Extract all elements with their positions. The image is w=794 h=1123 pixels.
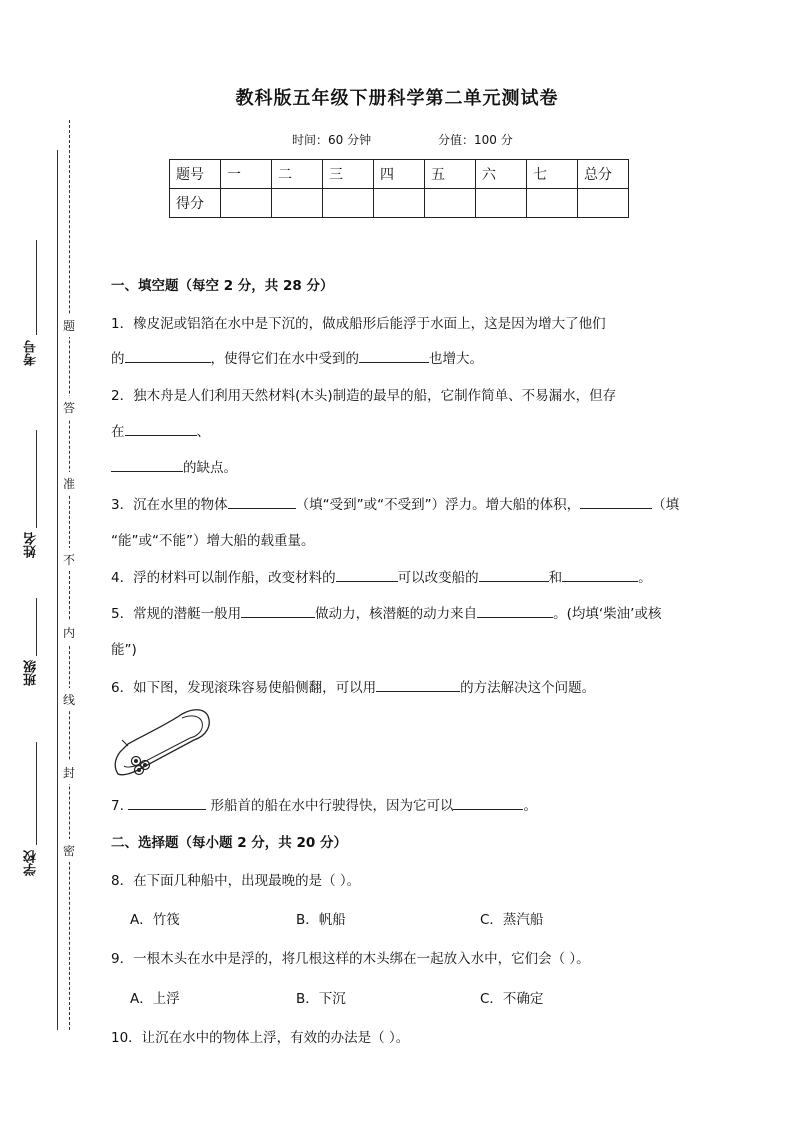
question-9-option-c[interactable]: C．不确定 — [480, 991, 544, 1007]
section2-heading: 二、选择题（每小题 2 分，共 20 分） — [111, 835, 347, 851]
score-cell[interactable] — [323, 189, 374, 218]
question-9: 9．一根木头在水中是浮的，将几根这样的木头绑在一起放入水中，它们会（ ）。 — [111, 951, 590, 967]
question-3-line1: 3．沉在水里的物体 （填“受到”或“不受到”）浮力。增大船的体积， （填 — [111, 493, 679, 513]
seal-char: 答 — [62, 396, 76, 419]
section1-heading: 一、填空题（每空 2 分，共 28 分） — [111, 278, 334, 294]
score-table-header-cell: 二 — [272, 160, 323, 189]
question-9-option-b[interactable]: B．下沉 — [296, 991, 346, 1007]
score-table-header-cell: 五 — [425, 160, 476, 189]
answer-blank[interactable] — [477, 603, 553, 618]
seal-char: 准 — [62, 472, 76, 495]
question-1-line2: 的 ，使得它们在水中受到的 也增大。 — [111, 347, 483, 367]
question-8: 8．在下面几种船中，出现最晚的是（ ）。 — [111, 873, 361, 889]
answer-blank[interactable] — [125, 421, 197, 436]
exam-total-score: 分值：100 分 — [438, 133, 513, 147]
question-2-line3: 的缺点。 — [111, 456, 237, 476]
question-2-line1: 2．独木舟是人们利用天然材料(木头)制造的最早的船，它制作简单、不易漏水，但存 — [111, 388, 617, 404]
field-exam-number-line — [36, 240, 37, 335]
score-cell[interactable] — [476, 189, 527, 218]
score-table-header-cell: 七 — [527, 160, 578, 189]
score-cell[interactable] — [425, 189, 476, 218]
score-table-header-cell: 总分 — [578, 160, 629, 189]
score-table-header-cell: 一 — [221, 160, 272, 189]
score-table-header-cell: 三 — [323, 160, 374, 189]
question-3-line2: “能”或“不能”）增大船的载重量。 — [111, 533, 315, 549]
question-4: 4．浮的材料可以制作船，改变材料的 可以改变船的 和 。 — [111, 566, 652, 586]
score-table-header-cell: 六 — [476, 160, 527, 189]
field-school-label: 学校 — [24, 850, 39, 876]
page-title: 教科版五年级下册科学第二单元测试卷 — [235, 88, 559, 109]
question-6: 6．如下图，发现滚珠容易使船侧翻，可以用 的方法解决这个问题。 — [111, 676, 595, 696]
score-table — [169, 159, 629, 218]
score-table-header-cell: 四 — [374, 160, 425, 189]
score-cell[interactable] — [578, 189, 629, 218]
field-exam-number-label: 考号 — [24, 340, 39, 366]
seal-char: 密 — [62, 839, 76, 862]
score-cell[interactable] — [221, 189, 272, 218]
score-cell[interactable] — [374, 189, 425, 218]
score-cell[interactable] — [527, 189, 578, 218]
score-table-header-cell: 题号 — [170, 160, 221, 189]
field-name-label: 姓名 — [24, 532, 39, 558]
score-cell[interactable] — [272, 189, 323, 218]
answer-blank[interactable] — [562, 567, 638, 582]
answer-blank[interactable] — [453, 795, 523, 810]
score-table-score-row — [170, 189, 629, 218]
answer-blank[interactable] — [241, 603, 315, 618]
seal-char: 内 — [62, 621, 76, 644]
answer-blank[interactable] — [128, 795, 206, 810]
boat-with-balls-illustration — [108, 704, 214, 780]
question-8-option-a[interactable]: A．竹筏 — [130, 912, 180, 928]
question-10: 10．让沉在水中的物体上浮，有效的办法是（ ）。 — [111, 1030, 410, 1046]
answer-blank[interactable] — [111, 457, 183, 472]
question-5-line1: 5．常规的潜艇一般用 做动力，核潜艇的动力来自 。(均填‘柴油’或核 — [111, 602, 661, 622]
binding-solid-line — [57, 150, 58, 1030]
answer-blank[interactable] — [376, 677, 460, 692]
question-2-line2: 在 、 — [111, 420, 210, 440]
binding-dashed-line — [69, 120, 70, 1030]
field-name-line — [36, 430, 37, 528]
field-school-line — [36, 742, 37, 845]
seal-char: 不 — [62, 548, 76, 571]
answer-blank[interactable] — [580, 494, 652, 509]
question-7: 7. 形船首的船在水中行驶得快，因为它可以 。 — [111, 794, 537, 814]
seal-char: 封 — [62, 761, 76, 784]
question-5-line2: 能”) — [111, 642, 137, 658]
question-8-option-b[interactable]: B．帆船 — [296, 912, 346, 928]
field-class-label: 班级 — [24, 660, 39, 686]
answer-blank[interactable] — [359, 348, 429, 363]
seal-char: 题 — [62, 314, 76, 337]
exam-time: 时间：60 分钟 — [292, 133, 372, 147]
answer-blank[interactable] — [228, 494, 296, 509]
answer-blank[interactable] — [479, 567, 549, 582]
field-class-line — [36, 598, 37, 656]
answer-blank[interactable] — [125, 348, 211, 363]
answer-blank[interactable] — [336, 567, 398, 582]
question-9-option-a[interactable]: A．上浮 — [130, 991, 180, 1007]
score-row-label: 得分 — [170, 189, 221, 218]
question-8-option-c[interactable]: C．蒸汽船 — [480, 912, 544, 928]
score-table-header-row — [170, 160, 629, 189]
seal-char: 线 — [62, 688, 76, 711]
question-1-line1: 1．橡皮泥或铝箔在水中是下沉的，做成船形后能浮于水面上，这是因为增大了他们 — [111, 316, 606, 332]
